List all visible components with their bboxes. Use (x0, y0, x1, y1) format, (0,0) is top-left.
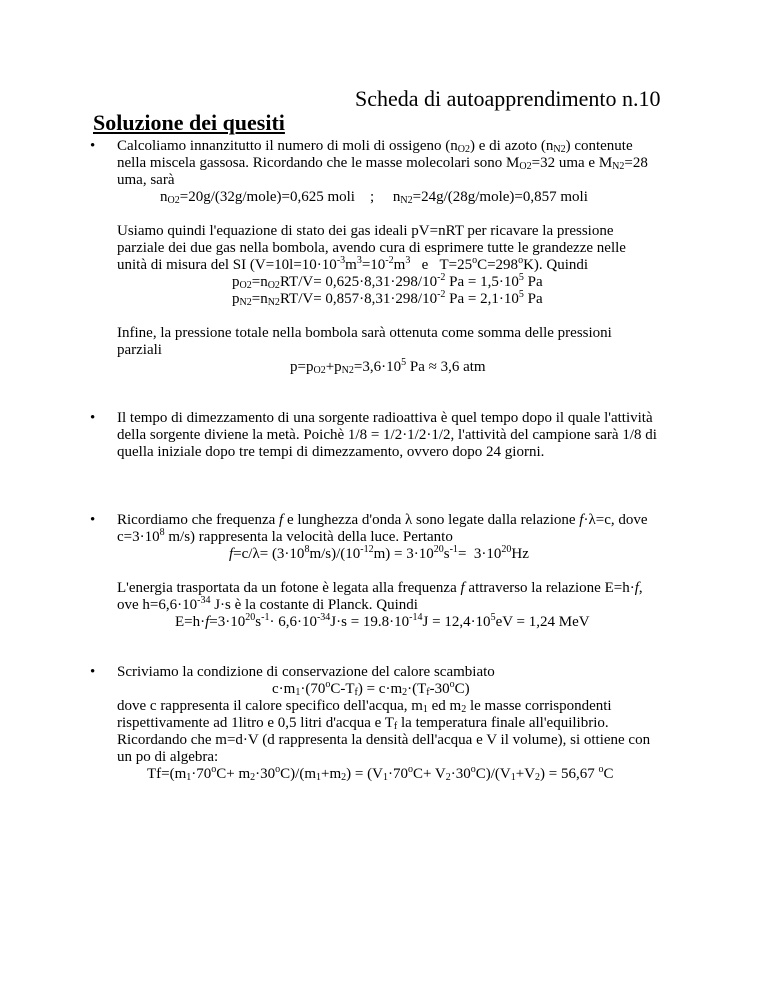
s4-equation-final-temp: $Tf=(m_1\cdot 70^oC+ m_2\cdot 30^oC)/(m_1+m_2) = (V_1\cdot 70^oC+ V_2\cdot 30^oC)/(V_1+V_2) = 56,67$ $^o$C (147, 764, 614, 783)
s4-line-3: rispettivamente ad 1litro e 0,5 litri d'acqua e $T_f$ la temperatura finale all'equilibrio. (117, 715, 609, 732)
s1-p3-line-1: Infine, la pressione totale nella bombola sarà ottenuta come somma delle pressioni (117, 325, 612, 341)
s1-p2-line-2: parziale dei due gas nella bombola, avendo cura di esprimere tutte le grandezze nelle (117, 240, 626, 256)
s1-p3-line-2: parziali (117, 342, 162, 358)
s4-line-2: dove c rappresenta il calore specifico dell'acqua, $m_1$ ed $m_2$ le masse corrispondenti (117, 698, 612, 715)
s4-equation-heat: $c\cdot m_1\cdot(70^oC-T_f) = c\cdot m_2\cdot(T_f-30^oC)$ (272, 679, 470, 698)
s3-p2-line-2: ove $h=6,6\cdot 10^{-34}$ J·s è la costante di Planck. Quindi (117, 595, 418, 613)
s3-equation-energy: $E=h\cdot f=3\cdot 10^{20}s^{-1}\cdot 6,6\cdot 10^{-34}J\cdot s = 19.8\cdot 10^{-14}J = 12,4\cdot 10^5eV = 1,24$ MeV (175, 612, 590, 630)
s4-line-1: Scriviamo la condizione di conservazione del calore scambiato (117, 664, 495, 680)
s1-equation-moles: $n_{O2}=20g/(32g/mole)=0,625$ moli ; $n_{N2}=24g/(28g/mole)=0,857$ moli (160, 189, 588, 206)
s3-line-2: $c=3\cdot 10^8$ m/s) rappresenta la velocità della luce. Pertanto (117, 527, 453, 545)
s1-p2-line-1: Usiamo quindi l'equazione di stato dei gas ideali pV=nRT per ricavare la pressione (117, 223, 614, 239)
bullet-4: • (90, 664, 96, 680)
s2-line-3: quella iniziale dopo tre tempi di dimezzamento, ovvero dopo 24 giorni. (117, 444, 545, 460)
s2-line-2: della sorgente diviene la metà. Poichè 1/8 = 1/2·1/2·1/2, l'attività del campione sarà 1/8 di (117, 427, 657, 443)
s1-p2-line-3: unità di misura del SI ($V=10l=10\cdot 10^{-3}m^3=10^{-2}m^3$ e $T=25^oC=298^oK$). Quindi (117, 255, 589, 273)
page-title: Soluzione dei quesiti (93, 110, 285, 135)
page-header: Scheda di autoapprendimento n.10 (355, 86, 661, 111)
s1-line-3: uma, sarà (117, 172, 175, 188)
s3-p2-line-1: L'energia trasportata da un fotone è legata alla frequenza f attraverso la relazione E=h·f, (117, 580, 643, 596)
s1-equation-total: $p=p_{O2}+p_{N2}=3,6\cdot 10^5$ Pa ≈ 3,6 atm (290, 357, 486, 376)
s1-line-2: nella miscela gassosa. Ricordando che le masse molecolari sono $M_{O2}=32$ uma e $M_{N2}=28$ (117, 155, 648, 172)
s1-line-1: Calcoliamo innanzitutto il numero di moli di ossigeno $(n_{O2})$ e di azoto $(n_{N2})$ contenute (117, 138, 633, 155)
s3-line-1: Ricordiamo che frequenza f e lunghezza d'onda λ sono legate dalla relazione f·λ=c, dove (117, 512, 648, 528)
s3-equation-frequency: $f=c/\lambda= (3\cdot 10^8m/s)/(10^{-12}m) = 3\cdot 10^{20}s^{-1}= 3\cdot 10^{20}Hz$ (229, 544, 529, 562)
s1-equation-pn2: $p_{N2}=n_{N2}RT/V= 0,857\cdot 8,31\cdot 298/10^{-2}$ $Pa = 2,1\cdot 10^5$ Pa (232, 289, 543, 308)
bullet-3: • (90, 512, 96, 528)
bullet-1: • (90, 138, 96, 154)
s1-equation-po2: $p_{O2}=n_{O2}RT/V= 0,625\cdot 8,31\cdot 298/10^{-2}$ $Pa = 1,5\cdot 10^5$ Pa (232, 272, 543, 291)
s4-line-4: Ricordando che m=d·V (d rappresenta la densità dell'acqua e V il volume), si ottiene con (117, 732, 651, 748)
s2-line-1: Il tempo di dimezzamento di una sorgente radioattiva è quel tempo dopo il quale l'attività (117, 410, 653, 426)
bullet-2: • (90, 410, 96, 426)
s4-line-5: un po di algebra: (117, 749, 219, 765)
